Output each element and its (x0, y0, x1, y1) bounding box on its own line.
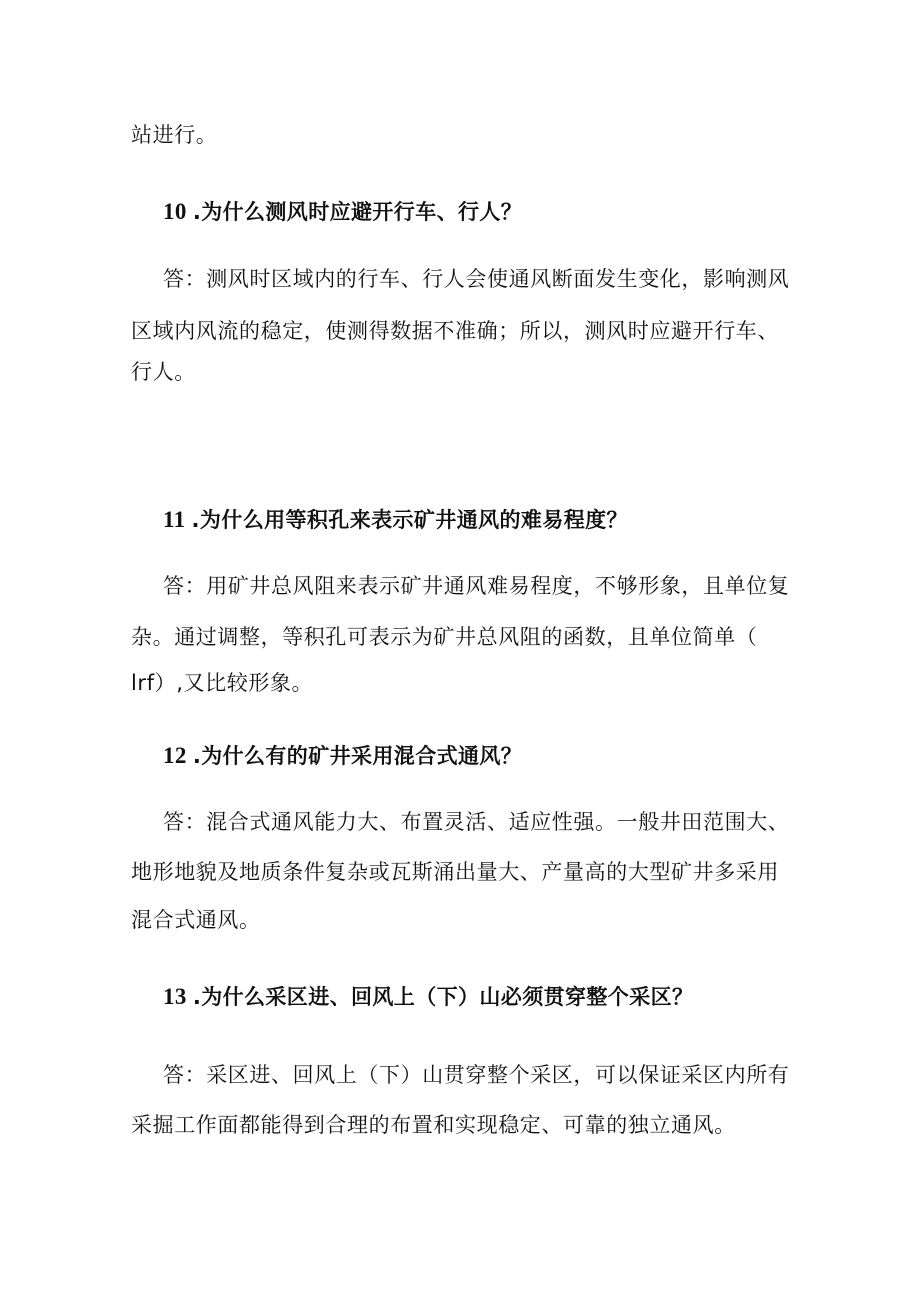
answer-line: 答：用矿井总风阻来表示矿井通风难易程度，不够形象，且单位复 (163, 574, 790, 598)
question-text: .为什么用等积孔来表示矿井通风的难易程度？ (191, 508, 628, 532)
question-number: 12 (163, 743, 187, 768)
answer-line: 混合式通风。 (131, 908, 261, 932)
question-number: 10 (163, 199, 187, 224)
answer-line: 区域内风流的稳定，使测得数据不准确；所以，测风时应避开行车、 (131, 319, 779, 343)
question-text: .为什么有的矿井采用混合式通风？ (192, 744, 523, 768)
answer-line: 行人。 (131, 360, 196, 384)
question-text: .为什么采区进、回风上（下）山必须贯穿整个采区？ (192, 985, 694, 1009)
question-12-heading (163, 741, 843, 771)
answer-line: 杂。通过调整，等积孔可表示为矿井总风阻的函数，且单位简单（ (131, 625, 758, 649)
question-11-heading (163, 505, 843, 535)
question-10-heading (163, 197, 843, 227)
answer-line: 地形地貌及地质条件复杂或瓦斯涌出量大、产量高的大型矿井多采用 (131, 860, 779, 884)
answer-line: 采掘工作面都能得到合理的布置和实现稳定、可靠的独立通风。 (131, 1113, 736, 1137)
answer-line: 答：测风时区域内的行车、行人会使通风断面发生变化，影响测风 (163, 267, 790, 291)
question-text: .为什么测风时应避开行车、行人？ (192, 200, 523, 224)
question-13-heading (163, 982, 843, 1012)
answer-line: 答：采区进、回风上（下）山贯穿整个采区，可以保证采区内所有 (163, 1063, 790, 1087)
paragraph-line: 站进行。 (131, 123, 218, 147)
question-number: 13 (163, 984, 187, 1009)
question-number: 11 (163, 507, 186, 532)
answer-line: 答：混合式通风能力大、布置灵活、适应性强。一般井田范围大、 (163, 810, 790, 834)
answer-line: lrf）,又比较形象。 (131, 671, 314, 695)
